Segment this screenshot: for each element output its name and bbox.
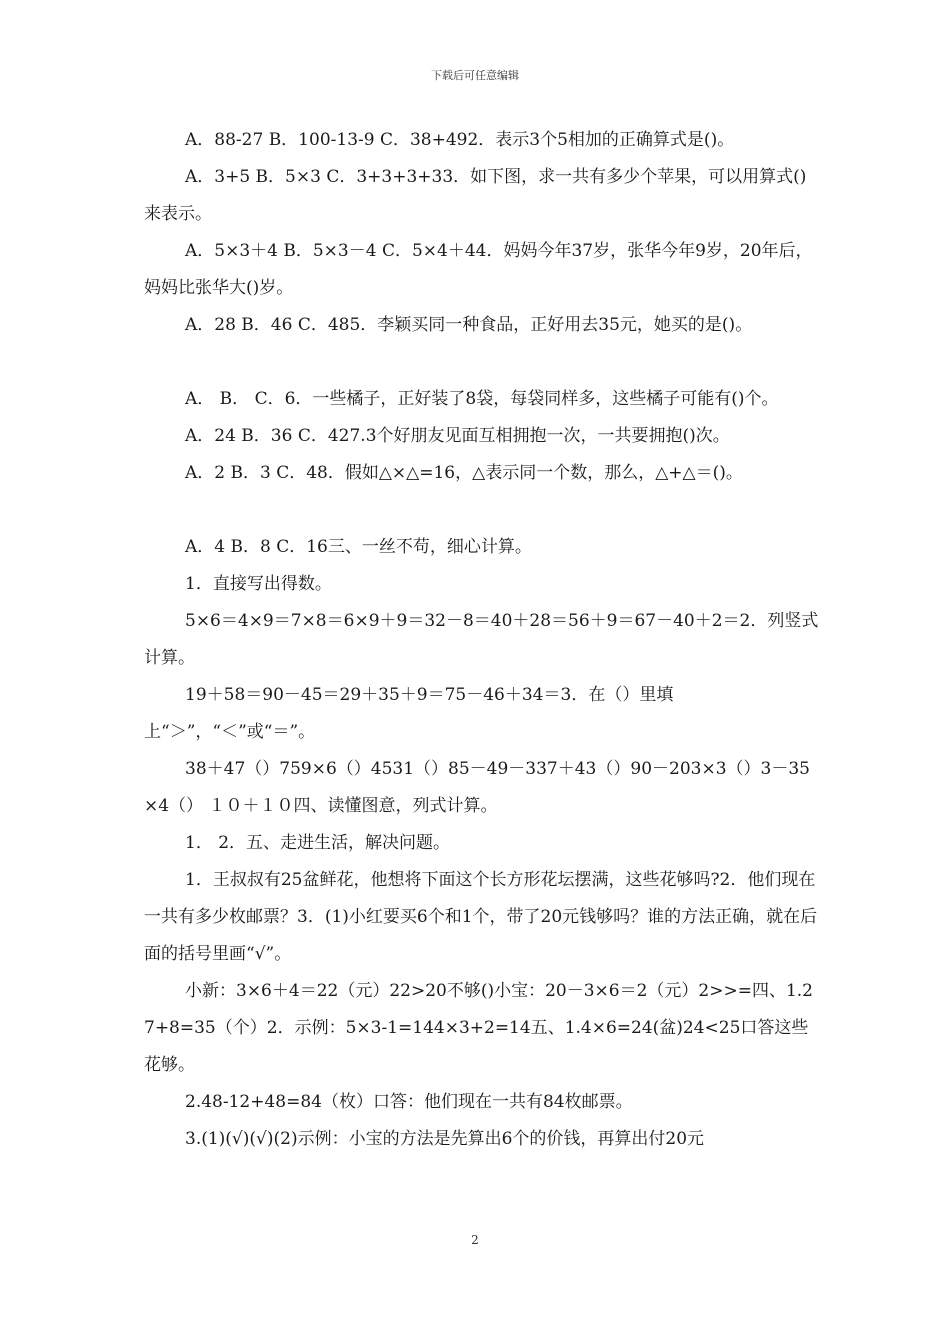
paragraph-6: A．24 B．36 C．427.3个好朋友见面互相拥抱一次，一共要拥抱()次。 — [185, 426, 730, 446]
document-body — [144, 122, 820, 1158]
paragraph-15: 小新：3×6＋4＝22（元）22>20不够()小宝：20－3×6＝2（元）2>>=四、1.27+8=35（个）2．示例：5×3-1=144×3+2=14五、1.4×6=24(盆)24<25口答这些花够。 — [144, 981, 814, 1075]
paragraph-11: 19＋58＝90－45＝29＋35＋9＝75－46＋34＝3．在（）里填上“＞”，“＜”或“＝”。 — [144, 685, 674, 742]
paragraph-2: A．3+5 B．5×3 C．3+3+3+33．如下图，求一共有多少个苹果，可以用算式()来表示。 — [144, 167, 807, 224]
paragraph-7: A．2 B．3 C．48．假如△×△=16，△表示同一个数，那么，△+△＝()。 — [185, 463, 743, 483]
paragraph-3: A．5×3＋4 B．5×3－4 C．5×4＋44．妈妈今年37岁，张华今年9岁，20年后，妈妈比张华大()岁。 — [144, 241, 813, 298]
paragraph-8: A．4 B．8 C．16三、一丝不苟，细心计算。 — [185, 537, 532, 557]
paragraph-13: 1． 2．五、走进生活，解决问题。 — [185, 833, 451, 853]
paragraph-10: 5×6＝4×9＝7×8＝6×9＋9＝32－8＝40＋28＝56＋9＝67－40＋2＝2．列竖式计算。 — [144, 611, 819, 668]
paragraph-5: A． B． C．6．一些橘子，正好装了8袋，每袋同样多，这些橘子可能有()个。 — [185, 389, 779, 409]
paragraph-1: A．88-27 B．100-13-9 C．38+492．表示3个5相加的正确算式是()。 — [185, 130, 735, 150]
paragraph-12: 38＋47（）759×6（）4531（）85－49－337＋43（）90－203×3（）3－35×4（） １０＋１０四、读懂图意，列式计算。 — [144, 759, 810, 816]
paragraph-4: A．28 B．46 C．485．李颖买同一种食品，正好用去35元，她买的是()。 — [185, 315, 753, 335]
paragraph-9: 1．直接写出得数。 — [185, 574, 332, 594]
paragraph-16: 2.48-12+48=84（枚）口答：他们现在一共有84枚邮票。 — [185, 1092, 633, 1112]
page-header: 下载后可任意编辑 — [431, 69, 519, 82]
paragraph-14: 1．王叔叔有25盆鲜花，他想将下面这个长方形花坛摆满，这些花够吗?2．他们现在一共有多少枚邮票？3．(1)小红要买6个和1个，带了20元钱够吗？谁的方法正确，就在后面的括号里画“√”。 — [144, 870, 818, 964]
blank-line — [144, 344, 820, 381]
page-number: 2 — [471, 1233, 479, 1247]
blank-line — [144, 492, 820, 529]
paragraph-17: 3.(1)(√)(√)(2)示例：小宝的方法是先算出6个的价钱，再算出付20元 — [185, 1129, 705, 1149]
